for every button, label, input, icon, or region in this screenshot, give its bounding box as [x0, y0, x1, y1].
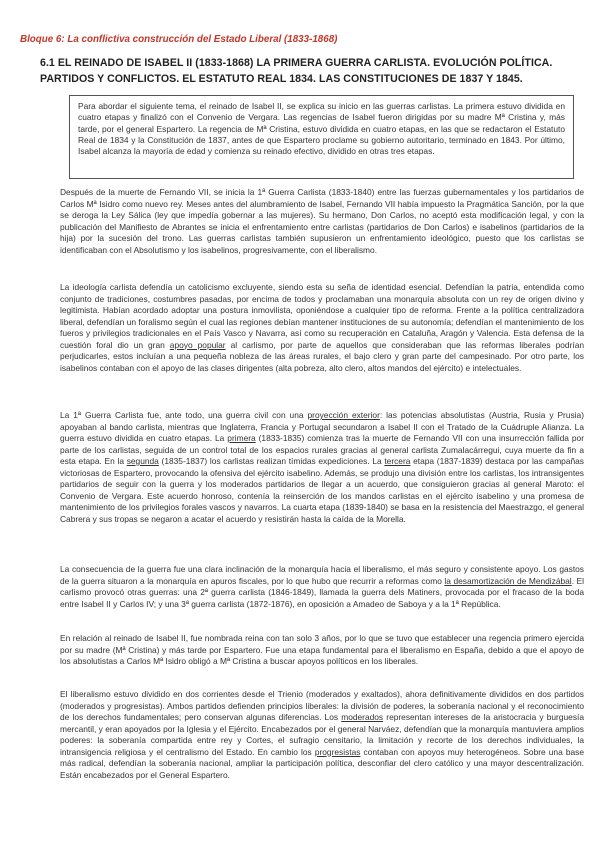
- text-run: : las potencias absolutistas (Austria, Rusia y Prusia) apoyaban al bando carlista, mientras que Inglaterra, Francia y Portugal secundaron a Isabel II con el Tratado de la Cuádruple Alianza. La guerra estuvo dividida en cuatro etapas. La: [60, 410, 584, 443]
- underlined-term: apoyo popular: [169, 339, 226, 350]
- block-title: Bloque 6: La conflictiva construcción del Estado Liberal (1833-1868): [20, 34, 338, 45]
- text-run: . El carlismo provocó otras guerras: una 2ª guerra carlista (1846-1849), llamada la guerra dels Matiners, provocada por el fracaso de la boda entre Isabel II y Carlos IV; y una 3ª guerra carlista (1872-1876), en oposición a Amadeo de Saboya y a la 1ª República.: [60, 575, 585, 609]
- underlined-term: tercera: [384, 456, 411, 466]
- text-run: (1835-1837) los carlistas realizan tímidas expediciones. La: [158, 456, 385, 466]
- text-run: La 1ª Guerra Carlista fue, ante todo, una guerra civil con una: [60, 410, 308, 420]
- paragraph-first-carlist-war: Después de la muerte de Fernando VII, se inicia la 1ª Guerra Carlista (1833-1840) entre las fuerzas gubernamentales y los partidarios de Carlos Mª Isidro como nuevo rey. Meses antes del alumbramiento de Isabel, Fernando VII había impuesto la Pragmática Sanción, por la que se deroga la Ley Sálica (ley que impedía gobernar a las mujeres). Su hermano, Don Carlos, no aceptó esta modificación legal, y con la publicación del Manifiesto de Abrantes se inicia el enfrentamiento entre carlistas (partidarios de Don Carlos) e isabelinos (partidarios de la hija) por la sucesión del trono. Las guerras carlistas también supusieron un enfrentamiento ideológico, puesto que los carlistas se identificaban con el Absolutismo y los isabelinos, progresivamente, con el liberalismo.: [60, 187, 584, 255]
- paragraph-liberal-parties: [60, 689, 584, 781]
- section-title: 6.1 EL REINADO DE ISABEL II (1833-1868) LA PRIMERA GUERRA CARLISTA. EVOLUCIÓN POLÍTICA. PARTIDOS Y CONFLICTOS. EL ESTATUTO REAL 1834. LAS CONSTITUCIONES DE 1837 Y 1845.: [40, 57, 553, 85]
- paragraph-war-stages: [60, 410, 584, 525]
- paragraph-war-consequences: [60, 564, 584, 610]
- underlined-term: segunda: [126, 456, 159, 466]
- intro-summary-box: Para abordar el siguiente tema, el reinado de Isabel II, se explica su inicio en las guerras carlistas. La primera estuvo dividida en cuatro etapas y finalizó con el Convenio de Vergara. Las regencias de Isabel fueron dirigidas por su madre Mª Cristina y, más tarde, por el general Espartero. La regencia de Mª Cristina, estuvo dividida en cuatro etapas, en las que se redactaron el Estatuto Real de 1834 y la Constitución de 1837, antes de que Espartero proclame su gobierno autoritario, terminado en 1843. Por último, Isabel alcanza la mayoría de edad y comienza su reinado efectivo, dividido en otras tres etapas.: [69, 95, 574, 179]
- text-run: La ideología carlista defendía un catolicismo excluyente, siendo esta su seña de identidad esencial. Defendían la patria, entendida como conjunto de tradiciones, costumbres pasadas, por encima de todos y proclamaban una monarquía absoluta con un rey de origen divino y legitimista. Habían acordado adoptar una postura inmovilista, oponiéndose a cualquier tipo de reforma. Frente a la política centralizadora liberal, defendían un foralismo según el cual las regiones debían mantener instituciones de su autonomía; defendían el mantenimiento de los fueros y privilegios tradicionales en el País Vasco y Navarra, así como su recuperación en Cataluña, Aragón y Valencia. Esta defensa de la cuestión foral dio un gran: [60, 282, 584, 350]
- underlined-term: primera: [227, 433, 256, 443]
- underlined-term: progresistas: [314, 746, 361, 757]
- underlined-term: moderados: [341, 712, 384, 722]
- text-run: contaban con apoyos muy heterogéneos. Sobre una base más radical, defendían la soberanía nacional, ampliar la participación política, desconfiar del clero católico y una mayor descentralización. Están encabezados por el General Espartero.: [60, 746, 584, 780]
- text-run: El liberalismo estuvo dividido en dos corrientes desde el Trienio (moderados y exaltados), ahora definitivamente divididos en dos partidos (moderados y progresistas). Ambos partidos defienden principios liberales: la división de poderes, la soberanía nacional y el reconocimiento de los derechos fundamentales; pero conservan algunas diferencias. Los: [60, 689, 584, 722]
- text-run: etapa (1837-1839) destaca por las campañas victoriosas de Espartero, provocando la ofensiva del ejército isabelino. Además, se produjo una división entre los carlistas, los intransigentes partidarios de seguir con la guerra y los moderados partidarios de llegar a un acuerdo, que consiguieron gracias al general Maroto: el Convenio de Vergara. Este acuerdo honroso, contenía la reinserción de los mandos carlistas en el ejército isabelino y una promesa de mantenimiento de los privilegios forales vascos y navarros. La cuarta etapa (1839-1840) se basa en la resistencia del Maestrazgo, el general Cabrera y sus tropas se negaron a acatar el acuerdo y resistirán hasta la caída de la Morella.: [60, 456, 584, 524]
- text-run: representan intereses de la aristocracia y burguesía mercantil, y eran apoyados por la Iglesia y el Ejército. Encabezados por el general Narváez, defendían que la monarquía mantuviera amplios poderes: la soberanía compartida entre rey y Cortes, el sufragio censitario, la limitación y recorte de los derechos individuales, la intransigencia religiosa y el centralismo del Estado. En cambio los: [60, 712, 584, 757]
- underlined-term: proyección exterior: [307, 410, 380, 420]
- paragraph-isabel-regency: En relación al reinado de Isabel II, fue nombrada reina con tan solo 3 años, por lo que se tuvo que establecer una regencia primero ejercida por su madre (Mª Cristina) y más tarde por Espartero. Fue una etapa fundamental para el liberalismo en España, debido a que el apoyo de los absolutistas a Carlos Mª Isidro obligó a Mª Cristina a buscar apoyos políticos en los liberales.: [60, 633, 584, 666]
- text-run: (1833-1835) comienza tras la muerte de Fernando VII con una insurrección fallida por parte de los carlistas, seguida de un control total de los espacios rurales gracias al general carlista Zumalacárregui, cuya muerte da fin a esta etapa. En la: [60, 433, 584, 466]
- text-run: al carlismo, por parte de aquellos que consideraban que las reformas liberales podrían perjudicarles, estos incluían a una pequeña nobleza de las áreas rurales, el bajo clero y gran parte del campesinado. Por otro parte, los isabelinos contaban con el apoyo de las clases dirigentes (alta pobreza, alto clero, altos mandos del ejército) e intelectuales.: [60, 339, 585, 373]
- text-run: La consecuencia de la guerra fue una clara inclinación de la monarquía hacia el liberalismo, el más seguro y consistente apoyo. Los gastos de la guerra situaron a la monarquía en apuros fiscales, por lo que hubo que recurrir a reformas como: [60, 564, 584, 586]
- paragraph-carlist-ideology: [60, 282, 584, 374]
- underlined-term: la desamortización de Mendizábal: [444, 575, 572, 586]
